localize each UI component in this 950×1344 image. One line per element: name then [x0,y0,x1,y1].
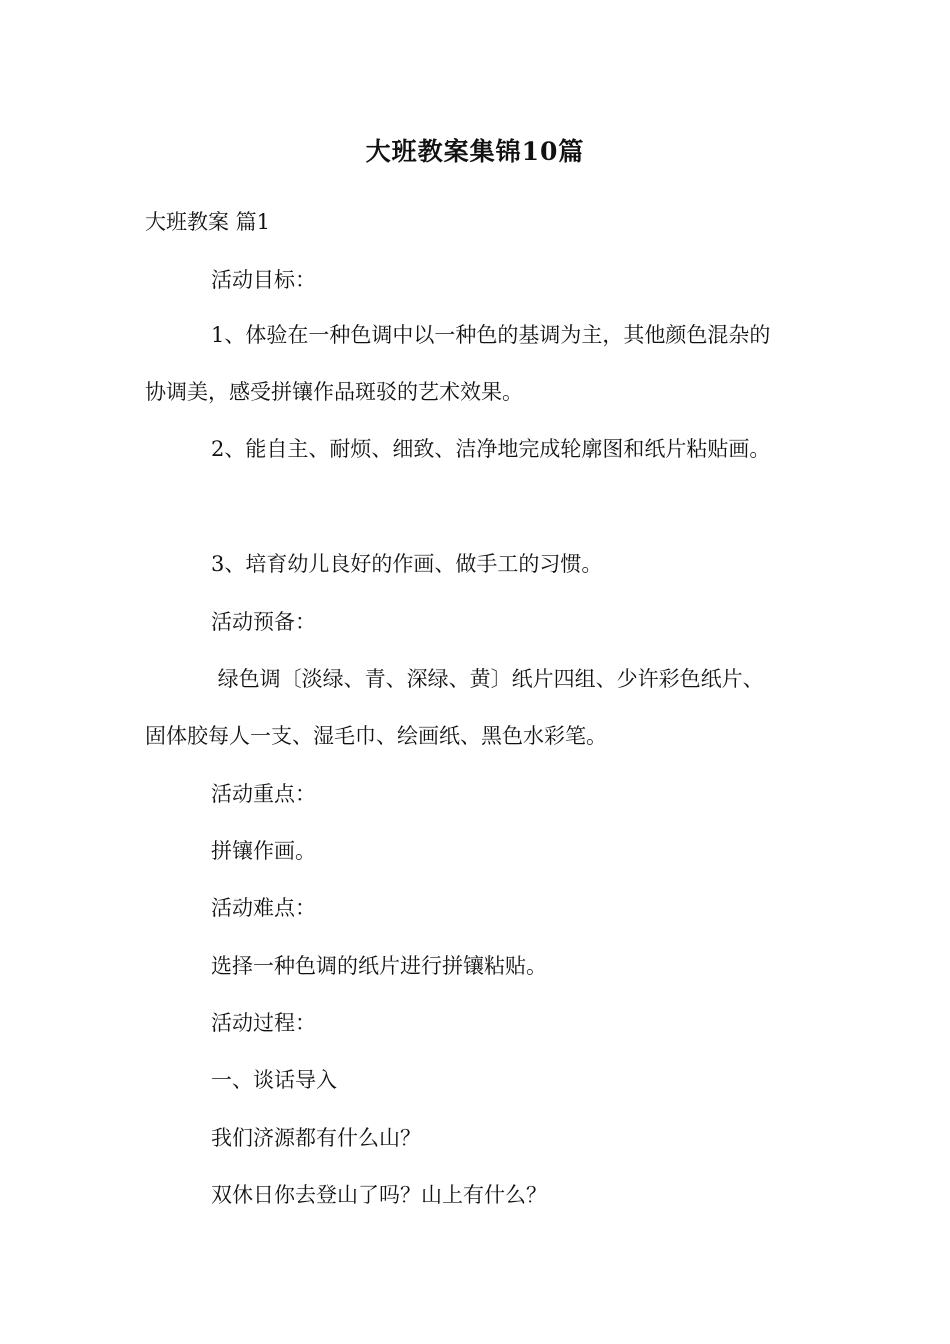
paragraph-goal-1-continued: 协调美，感受拼镶作品斑驳的艺术效果。 [145,380,523,404]
paragraph-question-2: 双休日你去登山了吗？山上有什么？ [211,1183,547,1207]
paragraph-goal-2: 2、能自主、耐烦、细致、洁净地完成轮廓图和纸片粘贴画。 [211,437,771,461]
paragraph-question-1: 我们济源都有什么山？ [211,1126,421,1150]
paragraph-preparation: 绿色调〔淡绿、青、深绿、黄〕纸片四组、少许彩色纸片、 [211,667,764,691]
section-heading: 大班教案 篇1 [145,210,271,234]
paragraph-preparation-continued: 固体胶每人一支、湿毛巾、绘画纸、黑色水彩笔。 [145,724,607,748]
paragraph-preparation-label: 活动预备： [211,610,316,634]
document-title: 大班教案集锦10篇 [365,137,585,166]
paragraph-difficulty: 选择一种色调的纸片进行拼镶粘贴。 [211,954,547,978]
paragraph-activity-goals-label: 活动目标： [211,268,316,292]
paragraph-step-1-heading: 一、谈话导入 [211,1068,337,1092]
paragraph-process-label: 活动过程： [211,1011,316,1035]
paragraph-difficulty-label: 活动难点： [211,896,316,920]
paragraph-key-point: 拼镶作画。 [211,839,316,863]
paragraph-goal-3: 3、培育幼儿良好的作画、做手工的习惯。 [211,552,603,576]
paragraph-key-point-label: 活动重点： [211,782,316,806]
paragraph-goal-1: 1、体验在一种色调中以一种色的基调为主，其他颜色混杂的 [211,323,771,347]
